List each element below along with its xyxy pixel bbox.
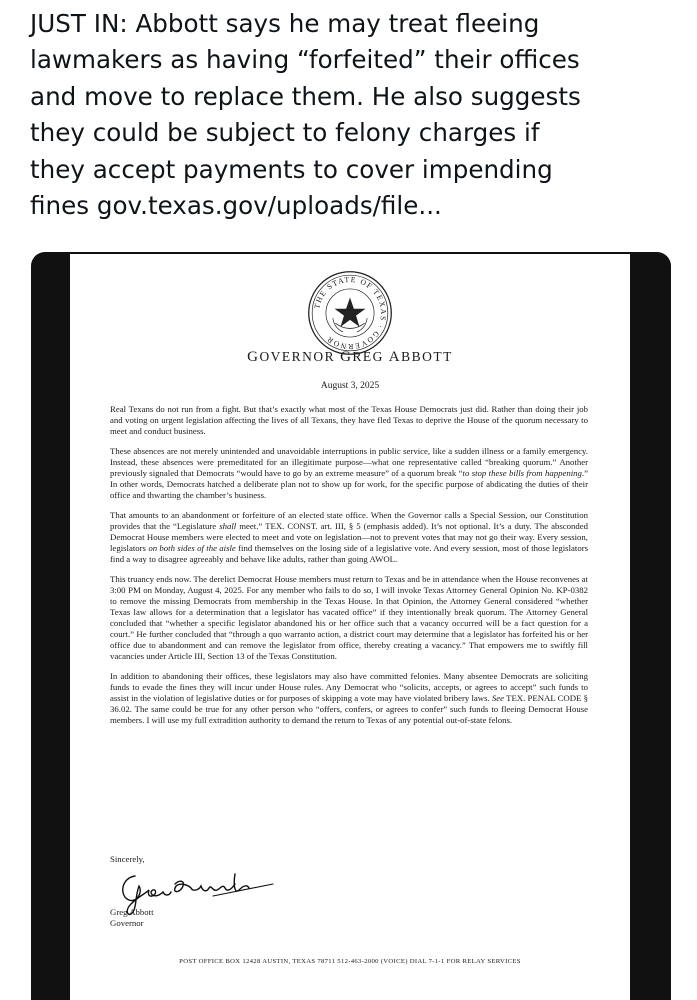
letter-document	[70, 254, 630, 1000]
tweet-text: JUST IN: Abbott says he may treat fleeing lawmakers as having “forfeited” their offices and move to replace them. He also suggests they could be subject to felony charges if they accept payments to cover impending fines gov.texas.gov/uploads/file...	[30, 9, 581, 221]
letter-header: GOVERNOR GREG ABBOTT	[247, 349, 453, 365]
signer-name: Greg Abbott	[110, 906, 154, 917]
paragraph-2: These absences are not merely unintended and unavoidable interruptions in public service, like a sudden illness or a family emergency. Instead, these absences were premeditated for an illegitimate purpose—what one representative called “breaking quorum.” Another previously signaled that Democrats “would have to go by an extreme measure” of a quorum break “to stop these bills from happening.” In other words, Democrats hatched a deliberate plan not to show up for work, for the specific purpose of abdicating the duties of their office and thwarting the chamber’s business.	[110, 446, 588, 500]
seal-text: THE STATE OF TEXAS · GOVERNOR	[312, 274, 389, 351]
paragraph-1: Real Texans do not run from a fight. But that’s exactly what most of the Texas House Democrats just did. Rather than doing their job and voting on urgent legislation affecting the lives of all Texans, they have fled Texas to deprive the House of the quorum necessary to meet and conduct business.	[110, 404, 588, 436]
signer-title: Governor	[110, 917, 144, 928]
paragraph-3: That amounts to an abandonment or forfeiture of an elected state office. When the Governor calls a Special Session, our Constitution provides that the “Legislature shall meet.” TEX. CONST. art. III, § 5 (emphasis added). It’s not optional. It’s a duty. The absconded Democrat House members were elected to meet and vote on legislation—not to prevent votes that may not go their way. Every session, legislators on both sides of the aisle find themselves on the losing side of a legislative vote. And every session, most of those legislators find a way to disagree agreeably and behave like adults, rather than going AWOL.	[110, 510, 589, 564]
handwritten-signature	[113, 866, 293, 916]
paragraph-4: This truancy ends now. The derelict Democrat House members must return to Texas and be in attendance when the House reconvenes at 3:00 PM on Monday, August 4, 2025. For any member who fails to do so, I will invoke Texas Attorney General Opinion No. KP-0382 to remove the missing Democrats from membership in the Texas House. In that Opinion, the Attorney General considered “whether Texas law allows for a determination that a legislator has vacated office” if they intentionally break quorum. The Attorney General concluded that “whether a specific legislator abandoned his or her office such that a vacancy occurred will be a fact question for a court.” He further concluded that “through a quo warranto action, a district court may determine that a legislator has forfeited his or her office due to abandonment and can remove the legislator from office, thereby creating a vacancy.” That empowers me to swiftly fill vacancies under Article III, Section 13 of the Texas Constitution.	[110, 574, 588, 661]
letter-footer: POST OFFICE BOX 12428 AUSTIN, TEXAS 78711 512-463-2000 (VOICE) DIAL 7-1-1 FOR RELAY SERVICES	[179, 958, 521, 965]
texas-seal-icon	[307, 270, 393, 356]
closing: Sincerely,	[110, 854, 145, 864]
paragraph-5: In addition to abandoning their offices, these legislators may also have committed felonies. Many absentee Democrats are soliciting funds to evade the fines they will incur under House rules. Any Democrat who “solicits, accepts, or agrees to accept” such funds to assist in the violation of legislative duties or for purposes of skipping a vote may have violated bribery laws. See TEX. PENAL CODE § 36.02. The same could be true for any other person who “offers, confers, or agrees to confer” such funds to fleeing Democrat House members. I will use my full extradition authority to demand the return to Texas of any potential out-of-state felons.	[110, 671, 588, 725]
letter-body	[110, 404, 588, 735]
letter-date: August 3, 2025	[320, 381, 380, 391]
